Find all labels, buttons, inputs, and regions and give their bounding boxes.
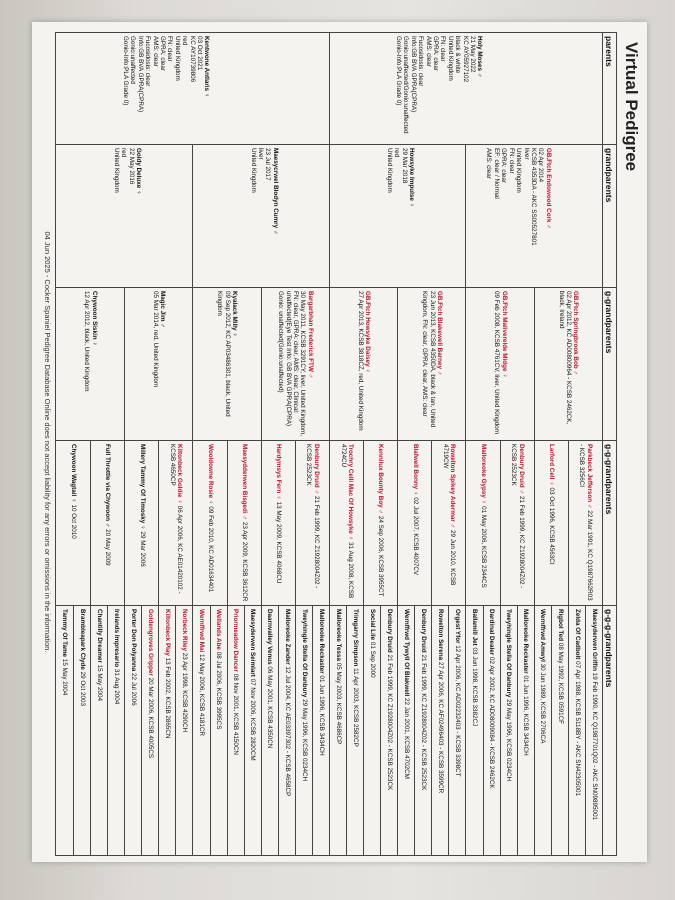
dog-details: 24 Sep 2006, KCSB 3955CT <box>377 514 385 597</box>
dog-name-link[interactable]: Goldy Deluxe ♀ <box>135 148 143 195</box>
g-g-g-grandparent-cell <box>141 606 158 855</box>
dog-name-link[interactable]: Ballamill Jet <box>471 609 479 646</box>
g-g-g-grandparent-cell <box>466 606 483 855</box>
dog-name-link[interactable]: Malloreoke Tessa <box>334 609 342 662</box>
header-grandparents: grandparents <box>602 145 616 288</box>
g-g-g-grandparent-cell <box>312 606 329 855</box>
dog-details: 19 Feb 1990, KC Q1987701Q02 - AKC SN09895001 <box>590 670 598 821</box>
dog-details: 08 Jul 2006, KCSB 3995CS <box>215 649 223 730</box>
dog-name-link[interactable]: Parkbeck Jefferson ♂ <box>585 444 593 509</box>
dog-name-link[interactable]: Wernffrwd Amwyl <box>539 609 547 662</box>
dog-name-link[interactable]: Kyalack Milly ♀ <box>231 291 239 338</box>
g-g-grandparent-cell <box>397 441 431 606</box>
g-g-g-grandparent-cell <box>124 606 141 855</box>
dog-details: 02 Jul 2007, KCSB 4007CV <box>411 495 419 576</box>
dog-name-link[interactable]: Maesycrwel Blodyn Cumry ♂ <box>271 148 279 235</box>
dog-details: 31 Aug 2004 <box>112 667 120 705</box>
grandparent-cell <box>56 145 193 288</box>
dog-name-link[interactable]: Maesydderwen Bisgedi ♂ <box>240 444 248 521</box>
g-g-g-grandparent-cell <box>261 606 278 855</box>
dog-details: 02 Apr 2002, KC AD08009084 - KCSB 2462CK <box>488 655 496 789</box>
g-g-g-grandparent-cell <box>585 606 602 855</box>
dog-details: 20 May 2009 <box>104 527 112 566</box>
dog-details: 01 May 2006, KCSB 2344CS <box>479 504 487 588</box>
dog-details: 05 Mar 2014, red, United Kingdom <box>151 291 159 388</box>
dog-details: 29 Mar 2006 <box>138 529 146 567</box>
dog-details: 22 May 2016 red United Kingdom <box>113 148 135 193</box>
dog-details: 07 Apr 1988, KCSB 5118BY - AKC SN42305001 <box>573 659 581 797</box>
dog-details: 08 May 1992, KCSB 0591CF <box>556 641 564 725</box>
dog-name-link[interactable]: Maesyderwen Seimlart <box>249 609 257 677</box>
dog-name-link[interactable]: Malloreoke Gypsy ♀ <box>479 444 487 505</box>
dog-name-link[interactable]: Social Lile <box>368 609 376 641</box>
dog-details: 09 Sep 2012, KC AP03486301, black, United Kingdom <box>216 291 231 417</box>
g-g-g-grandparent-cell <box>244 606 261 855</box>
dog-name-link[interactable]: Kiltonbeck Play <box>164 609 172 656</box>
g-g-g-grandparent-cell <box>517 606 534 855</box>
g-g-g-grandparent-cell <box>175 606 192 855</box>
dog-name-link[interactable]: Larford Cell ♀ <box>548 444 556 486</box>
disclaimer-footer: 04 Jun 2025 - Cocker Spaniel Pedigree Database Online does not accept liability for any errors or omissions in the information. <box>43 231 52 653</box>
dog-name-link[interactable]: GB.Ftch Howsyke Daisey ♀ <box>364 291 372 374</box>
g-g-grandparent-cell <box>534 441 568 606</box>
g-g-grandparent-cell <box>124 441 158 606</box>
g-g-g-grandparent-cell <box>346 606 363 855</box>
dog-details: 12 Apr 2006, KC AD02232403 - KCSB 3398CT <box>454 643 462 777</box>
dog-name-link[interactable]: Kennilux Bounty Boy ♂ <box>377 444 385 515</box>
dog-details: 21 Feb 1999, KC Z1928004Z02 - KCSB 2523CK <box>385 652 393 791</box>
dog-details: 11 Apr 2003, KCSB 2582CP <box>351 666 359 747</box>
g-g-g-grandparent-cell <box>363 606 380 855</box>
g-g-grandparent-cell <box>261 441 295 606</box>
dog-details: 12 Apr 2012, black, United Kingdom <box>83 291 91 392</box>
g-g-g-grandparent-cell <box>500 606 517 855</box>
dog-details: 03 Oct 1996, KCSB 4563CI <box>548 485 556 565</box>
dog-details: 23 Apr 2009, KCSB 3612CR <box>240 520 248 602</box>
pedigree-table <box>55 32 617 856</box>
dog-name-link[interactable]: Priormeadow Dancer <box>232 609 240 672</box>
g-g-grandparent-cell <box>431 441 465 606</box>
g-g-g-grandparent-cell <box>534 606 551 855</box>
dog-details: 15 May 2004 <box>95 662 103 702</box>
dog-name-link[interactable]: GB.Ftch Endowood Cork ♂ <box>544 148 552 229</box>
dog-name-link[interactable]: Malloreoke Reckaster <box>522 609 530 674</box>
dog-name-link[interactable]: Tweyhingle Stella Of Danbury <box>505 609 513 698</box>
dog-name-link[interactable]: Zelda Of Cadbolt <box>573 609 581 660</box>
dog-details: 20 Mar 2006, KCSB 4005CS <box>147 675 155 759</box>
dog-details: 13 Feb 2002, KCSB 2865CN <box>164 655 172 739</box>
g-g-grandparent-cell <box>227 441 261 606</box>
dog-details: 12 May 2006, KCSB 4181CR <box>198 652 206 736</box>
dog-details: 06 May 2001, KCSB 4350CN <box>266 664 274 749</box>
dog-details: 29 Jun 2010, KCSB 4719CW <box>441 444 457 586</box>
page-title: Virtual Pedigree <box>622 42 641 172</box>
dog-name-link[interactable]: Hardymsys Fern ♀ <box>275 444 283 500</box>
g-g-g-grandparent-cell <box>210 606 227 855</box>
dog-name-link[interactable]: Denbury Druid ♂ <box>517 444 525 495</box>
dog-name-link[interactable]: Blafwell Bonny ♀ <box>411 444 419 496</box>
dog-details: 01 Sep 2000 <box>368 640 376 678</box>
g-grandparent-cell <box>466 288 534 441</box>
header-g-grandparents: g-grandparents <box>602 288 616 441</box>
g-g-g-grandparent-cell <box>380 606 397 855</box>
g-g-g-grandparent-cell <box>295 606 312 855</box>
g-grandparent-cell <box>261 288 329 441</box>
dog-details: 30 May 2011, KCSB 3291CY, liver, United Kingdom, FN: clear, GPRA: clear, AMS: clear, Clinical: unaffected(Eye Test Info: GB BVA GPRA(CPRA) Gonio: unaffected(Gonio:unaffected) <box>277 291 307 437</box>
g-g-grandparent-cell <box>193 441 227 606</box>
dog-details: 31 Aug 2008, KCSB 4724CU <box>339 444 354 599</box>
g-grandparent-cell <box>124 288 192 441</box>
dog-details: 12 Jul 2004, KC AE03397302 - KCSB 4658CP <box>283 664 291 797</box>
dog-name-link[interactable]: Chywoon Wagtail ♀ <box>69 444 77 503</box>
g-g-g-grandparent-cell <box>107 606 124 855</box>
dog-name-link[interactable]: Porter Don Polyanna <box>129 609 137 672</box>
dog-name-link[interactable]: Wellands Abe <box>215 609 223 650</box>
g-g-g-grandparent-cell <box>414 606 431 855</box>
dog-name-link[interactable]: Kiltonbeck Goldie ♀ <box>176 444 184 505</box>
dog-details: 21 Feb 1999, KC Z1928004Z02 - KCSB 2523CK <box>305 444 320 589</box>
dog-name-link[interactable]: Rowelton Spikey Adermar ♂ <box>449 444 457 529</box>
dog-name-link[interactable]: Full Throttle via Chywoon ♂ <box>104 444 112 528</box>
dog-details: 07 Nov 2006, KCSB 2820CM <box>249 676 257 761</box>
dog-name-link[interactable]: Trimgarry Simpson <box>351 609 359 667</box>
g-g-g-grandparent-cell <box>431 606 448 855</box>
dog-details: 15 May 2004 <box>61 657 69 696</box>
g-g-g-grandparent-cell <box>193 606 210 855</box>
dog-name-link[interactable]: Maesyderwen Griffin <box>590 609 598 671</box>
g-g-g-grandparent-cell <box>568 606 585 855</box>
dog-name-link[interactable]: Wooldowne Rosie ♀ <box>206 444 214 505</box>
dog-details: 23 Jun 2013, KCSB 4350DA, black & tan, United Kingdom, FN: clear, GPRA: clear, AMS: clear <box>421 291 436 428</box>
dog-details: 22 Mar 1991, KC Q1987662R03 - KCSB 3256CI <box>578 444 593 601</box>
g-g-g-grandparent-cell <box>56 606 73 855</box>
dog-name-link[interactable]: Trochry Celli Mac Of Howsyke ♀ <box>346 444 354 541</box>
dog-details: 08 Nov 2001, KCSB 4150CN <box>232 672 240 755</box>
dog-name-link[interactable]: GB.Ftch Springbrook Bob ♂ <box>572 291 580 376</box>
grandparent-cell <box>329 145 466 288</box>
dog-name-link[interactable]: Wernffrwd Tywyll Of Blakwell <box>402 609 410 697</box>
dog-details: 09 Feb 2008, KCSB 4761CV, liver, United Kingdom <box>493 291 501 434</box>
dog-details: 03 Jun 1998, KCSB 3382CJ <box>471 645 479 727</box>
dog-name-link[interactable]: Denbury Druid ♂ <box>312 444 320 495</box>
g-g-grandparent-cell <box>363 441 397 606</box>
dog-name-link[interactable]: Holy Moses ♂ <box>476 36 484 78</box>
dog-name-link[interactable]: GB.Ftch Maliverelde Midge ♀ <box>500 291 508 378</box>
dog-name-link[interactable]: Tweyhingle Stella Of Danbury <box>300 609 308 698</box>
dog-name-link[interactable]: Wernffrwd Mai <box>198 609 206 653</box>
dog-details: 10 Oct 2010 <box>69 502 77 539</box>
parent-cell <box>329 33 602 145</box>
g-g-grandparent-cell <box>500 441 534 606</box>
g-g-g-grandparent-cell <box>551 606 568 855</box>
g-grandparent-cell <box>534 288 602 441</box>
dog-name-link[interactable]: Brambleapark Clyde <box>78 609 86 670</box>
dog-details: 29 Oct 2003 <box>78 669 86 706</box>
parent-cell <box>56 33 329 145</box>
dog-name-link[interactable]: Magic Jim ♂ <box>159 291 167 328</box>
dog-details: 29 May 1996, KCSB 0234CH <box>505 697 513 782</box>
dog-details: 27 Apr 2013, KCSB 3818CZ, red, United Kingdom <box>356 291 364 431</box>
g-g-g-grandparent-cell <box>227 606 244 855</box>
dog-details: 05 May 2003, KCSB 4686CP <box>334 661 342 745</box>
header-parents: parents <box>602 33 616 145</box>
dog-details: 23 Jul 2017 liver United Kingdom <box>249 148 272 193</box>
dog-name-link[interactable]: Chantilly Dreamer <box>95 609 103 663</box>
g-g-grandparent-cell <box>295 441 329 606</box>
dog-details: 23 Apr 1998, KCSB 4290CH <box>181 651 189 733</box>
dog-name-link[interactable]: Daarnvalley Venus <box>266 609 274 665</box>
dog-name-link[interactable]: Denbury Druid <box>420 609 428 653</box>
dog-details: 21 Feb 1999, KC Z1928004Z02 - KCSB 2523CK <box>420 652 428 791</box>
g-grandparent-cell <box>397 288 465 441</box>
g-g-g-grandparent-cell <box>483 606 500 855</box>
header-g-g-grandparents: g-g-grandparents <box>602 441 616 606</box>
dog-name-link[interactable]: Dardinal Dealer <box>488 609 496 656</box>
dog-details: 29 Mar 2018 red United Kingdom <box>386 148 408 193</box>
dog-details: 01 Jun 1996, KCSB 3434CH <box>317 673 325 756</box>
header-g-g-g-grandparents: g-g-g-grandparents <box>602 606 616 855</box>
dog-name-link[interactable]: Malloreoke Reckaster <box>317 609 325 674</box>
dog-name-link[interactable]: Rowelton Serena <box>437 609 445 661</box>
dog-details: 21 Feb 1999, KC Z1928004Z02 - KCSB 2523CK <box>510 444 525 589</box>
g-g-grandparent-cell <box>329 441 363 606</box>
g-grandparent-cell <box>329 288 397 441</box>
g-g-g-grandparent-cell <box>158 606 175 855</box>
g-grandparent-cell <box>56 288 124 441</box>
g-g-grandparent-cell <box>158 441 192 606</box>
dog-name-link[interactable]: Bargarbhan Frederick FTW ♂ <box>306 291 314 379</box>
grandparent-cell <box>193 145 330 288</box>
dog-details: 02 Apr 2012, KC AD00800964 - KCSB 2462CK, black, Ireland <box>557 291 573 425</box>
dog-details: 27 Apr 2006, KC AF02496403 - KCSB 3599CR <box>437 660 445 794</box>
dog-details: 01 Jun 1996, KCSB 3434CH <box>522 673 530 756</box>
dog-details: 03 Oct 2021 KC AY10739806 red United Kingdom FN: clear GPRA: clear AMS: clear Fucosidosis: clear Info:GB BVA GPRA(CPRA) Gonio:unaffected Gonio-Info:PLA Grade 0) <box>122 36 204 113</box>
dog-details: 22 Jan 2001, KCSB 4702CM <box>402 696 410 779</box>
dog-name-link[interactable]: Irelands Impresario <box>112 609 120 668</box>
g-g-grandparent-cell <box>90 441 124 606</box>
dog-name-link[interactable]: Howsyke Impulse ♀ <box>408 148 416 208</box>
dog-details: 22 Jul 2006 <box>129 671 137 706</box>
dog-name-link[interactable]: Orgest Yfor <box>454 609 462 644</box>
g-g-g-grandparent-cell <box>397 606 414 855</box>
g-g-g-grandparent-cell <box>73 606 90 855</box>
g-g-g-grandparent-cell <box>329 606 346 855</box>
dog-details: 06 Apr 2006, KC AE01420102 - KCSB 4650CP <box>168 444 184 594</box>
grandparent-cell <box>466 145 603 288</box>
dog-details: 21 May 2022 KC AY05927102 black & white United Kingdom FN: clear GPRA: clear AMS: clear Fucosidosis: clear Info:GB BVA GPRA(CPRA) Gonio:unaffected/Gonio:unaffected Gonio-Info:PLA Grade 0) <box>395 36 477 134</box>
dog-details: 13 May 2009, KCSB 4068CU <box>275 499 283 584</box>
dog-details: 09 Feb 2010, KC AD01634401 <box>206 504 214 593</box>
dog-name-link[interactable]: GB.Ftch Blakewell Barney ♂ <box>435 291 443 376</box>
dog-details: 02 Apr 2014 KCSB 4353DA - AKC SS00527801 liver United Kingdom FN: clear GPRA: clear EF: clear / Normal AMS: clear <box>485 148 545 246</box>
dog-details: 30 Jun 1989, KCSB 2706CA <box>539 661 547 744</box>
dog-name-link[interactable]: Denbury Druid <box>385 609 393 653</box>
g-g-g-grandparent-cell <box>90 606 107 855</box>
g-grandparent-cell <box>193 288 261 441</box>
dog-name-link[interactable]: Chywoon Siskin ♀ <box>90 291 98 347</box>
g-g-grandparent-cell <box>568 441 602 606</box>
g-g-grandparent-cell <box>56 441 90 606</box>
pedigree-document <box>32 22 647 862</box>
dog-name-link[interactable]: Rigbol Ted <box>556 609 564 642</box>
g-g-g-grandparent-cell <box>278 606 295 855</box>
dog-name-link[interactable]: Kentwone Antlaris ♀ <box>203 36 211 98</box>
dog-name-link[interactable]: Goldengroves Gripper <box>147 609 155 676</box>
dog-name-link[interactable]: Millery Tammy Of Timosky ♀ <box>138 444 146 530</box>
dog-details: 29 May 1996, KCSB 0234CH <box>300 697 308 782</box>
g-g-grandparent-cell <box>466 441 500 606</box>
g-g-g-grandparent-cell <box>448 606 465 855</box>
dog-name-link[interactable]: Malloreoke Zander <box>283 609 291 665</box>
dog-name-link[interactable]: Tammy Of Tame <box>61 609 69 658</box>
dog-name-link[interactable]: Norbeck Riley <box>181 609 189 651</box>
